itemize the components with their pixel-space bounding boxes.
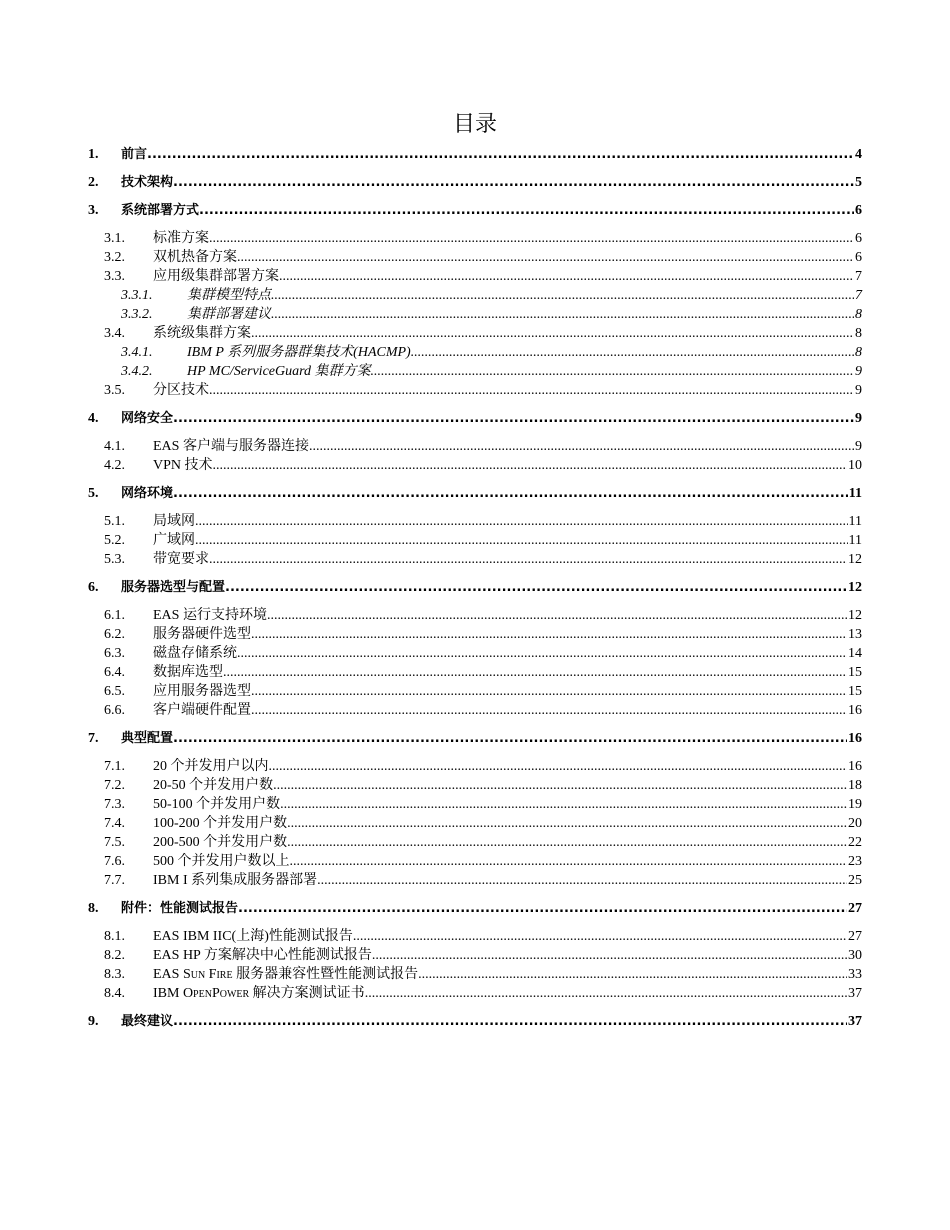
toc-entry-text[interactable]: EAS 运行支持环境 (153, 608, 267, 623)
toc-entry[interactable] (88, 682, 862, 701)
toc-entry[interactable] (88, 324, 862, 343)
toc-entry-text[interactable]: 服务器选型与配置 (121, 580, 226, 595)
toc-entry[interactable] (88, 286, 862, 305)
toc-entry-number: 3.4.1. (121, 345, 153, 360)
toc-entry[interactable] (88, 305, 862, 324)
toc-entry-number: 3.4. (104, 326, 125, 341)
dot-leader (269, 757, 848, 776)
toc-entry-page[interactable]: 16 (848, 759, 862, 774)
toc-entry-number: 3.3.1. (121, 288, 153, 303)
toc-entry-text[interactable]: 最终建议 (121, 1014, 174, 1029)
toc-entry-text[interactable]: IBM I 系列集成服务器部署 (153, 873, 318, 888)
toc-entry-text[interactable]: 系统部署方式 (121, 203, 200, 218)
dot-leader (273, 776, 847, 795)
dot-leader (371, 362, 854, 381)
dot-leader (411, 343, 854, 362)
toc-entry-page[interactable]: 7 (855, 269, 862, 284)
toc-entry-text[interactable]: 附件：性能测试报告 (121, 901, 239, 916)
toc-entry-page[interactable]: 6 (855, 203, 862, 218)
toc-entry[interactable] (88, 795, 862, 814)
toc-entry-page[interactable]: 15 (848, 665, 862, 680)
toc-entry[interactable] (88, 814, 862, 833)
toc-entry[interactable] (88, 201, 862, 220)
toc-entry-text[interactable]: 200-500 个并发用户数 (153, 835, 288, 850)
toc-entry-page[interactable]: 12 (848, 552, 862, 567)
toc-entry-text[interactable]: EAS 客户端与服务器连接 (153, 439, 309, 454)
toc-entry-text[interactable]: 典型配置 (121, 731, 174, 746)
toc-entry-page[interactable]: 11 (848, 514, 862, 529)
toc-entry[interactable] (88, 409, 862, 428)
toc-entry-text[interactable]: 集群部署建议 (187, 307, 271, 322)
toc-entry-number: 7.1. (104, 759, 125, 774)
toc-entry-text[interactable]: VPN 技术 (153, 458, 213, 473)
toc-entry-page[interactable]: 8 (855, 326, 862, 341)
dot-leader (173, 409, 854, 428)
toc-entry-number: 6.1. (104, 608, 125, 623)
toc-entry-number: 3.3.2. (121, 307, 153, 322)
toc-entry[interactable] (88, 729, 862, 748)
toc-entry-number: 6. (88, 580, 99, 595)
toc-entry[interactable] (88, 644, 862, 663)
toc-entry[interactable] (88, 965, 862, 984)
dot-leader (267, 606, 847, 625)
dot-leader (195, 531, 848, 550)
toc-entry-text[interactable]: 网络安全 (121, 411, 174, 426)
toc-entry-text[interactable]: EAS IBM IIC(上海)性能测试报告 (153, 929, 353, 944)
toc-entry-page[interactable]: 18 (848, 778, 862, 793)
dot-leader (209, 381, 854, 400)
toc-entry[interactable] (88, 625, 862, 644)
toc-entry-page[interactable]: 27 (848, 929, 862, 944)
toc-entry-text[interactable]: 双机热备方案 (153, 250, 237, 265)
toc-entry[interactable] (88, 776, 862, 795)
dot-leader (317, 871, 847, 890)
toc-entry-page[interactable]: 9 (855, 411, 862, 426)
toc-entry-number: 6.4. (104, 665, 125, 680)
toc-entry-text[interactable]: 20 个并发用户以内 (153, 759, 269, 774)
dot-leader (238, 899, 847, 918)
toc-entry-number: 3.3. (104, 269, 125, 284)
toc-entry-page[interactable]: 20 (848, 816, 862, 831)
toc-entry-number: 7.6. (104, 854, 125, 869)
dot-leader (237, 644, 847, 663)
toc-entry-text[interactable]: 数据库选型 (153, 665, 223, 680)
toc-entry-page[interactable]: 19 (848, 797, 862, 812)
toc-entry-number: 8.2. (104, 948, 125, 963)
toc-title: 目录 (452, 111, 497, 136)
toc-entry-number: 8.4. (104, 986, 125, 1001)
toc-entry-text[interactable]: 集群模型特点 (187, 288, 271, 303)
toc-entry-page[interactable]: 9 (855, 364, 862, 379)
toc-entry-number: 4. (88, 411, 99, 426)
toc-entry[interactable] (88, 362, 862, 381)
toc-entry-text[interactable]: 客户端硬件配置 (153, 703, 251, 718)
toc-entry[interactable] (88, 531, 862, 550)
toc-entry[interactable] (88, 145, 862, 164)
toc-entry-number: 3.5. (104, 383, 125, 398)
toc-entry[interactable] (88, 381, 862, 400)
toc-entry-number: 4.2. (104, 458, 125, 473)
toc-entry[interactable] (88, 701, 862, 720)
toc-entry-page[interactable]: 5 (855, 175, 862, 190)
toc-entry-number: 6.2. (104, 627, 125, 642)
toc-entry-number: 8.3. (104, 967, 125, 982)
dot-leader (251, 324, 854, 343)
dot-leader (418, 965, 847, 984)
toc-entry-page[interactable]: 25 (848, 873, 862, 888)
toc-entry-number: 7.3. (104, 797, 125, 812)
toc-entry-text[interactable]: 应用服务器选型 (153, 684, 251, 699)
toc-entry-text[interactable]: 100-200 个并发用户数 (153, 816, 288, 831)
dot-leader (279, 267, 854, 286)
toc-entry-number: 8.1. (104, 929, 125, 944)
toc-entry-number: 7. (88, 731, 99, 746)
toc-entry[interactable] (88, 606, 862, 625)
toc-entry[interactable] (88, 550, 862, 569)
toc-entry[interactable] (88, 484, 862, 503)
toc-entry-page[interactable]: 8 (855, 307, 862, 322)
dot-leader (147, 145, 854, 164)
dot-leader (223, 663, 847, 682)
dot-leader (251, 625, 847, 644)
toc-entry-number: 9. (88, 1014, 99, 1029)
toc-entry-page[interactable]: 22 (848, 835, 862, 850)
toc-entry-text[interactable]: 500 个并发用户数以上 (153, 854, 290, 869)
toc-entry-text[interactable]: 应用级集群部署方案 (153, 269, 279, 284)
toc-entry[interactable] (88, 946, 862, 965)
toc-entry-text[interactable]: 带宽要求 (153, 552, 209, 567)
dot-leader (290, 852, 848, 871)
toc-entry-text[interactable]: 磁盘存储系统 (153, 646, 237, 661)
toc-entry-page[interactable]: 37 (848, 986, 862, 1001)
toc-entry[interactable] (88, 437, 862, 456)
toc-entry-number: 6.6. (104, 703, 125, 718)
toc-entry[interactable] (88, 899, 862, 918)
dot-leader (225, 578, 847, 597)
toc-entry[interactable] (88, 833, 862, 852)
toc-entry-number: 5. (88, 486, 99, 501)
toc-entry-text[interactable]: 分区技术 (153, 383, 209, 398)
toc-entry[interactable] (88, 871, 862, 890)
toc-entry-number: 6.3. (104, 646, 125, 661)
toc-entry-text[interactable]: 20-50 个并发用户数 (153, 778, 274, 793)
toc-entry-text[interactable]: 服务器硬件选型 (153, 627, 251, 642)
toc-entry-number: 3.4.2. (121, 364, 153, 379)
toc-entry-page[interactable]: 27 (848, 901, 862, 916)
dot-leader (173, 729, 847, 748)
toc-entry-text[interactable]: IBM P 系列服务器群集技术(HACMP) (187, 345, 411, 360)
dot-leader (173, 484, 848, 503)
toc-entry-text[interactable]: HP MC/ServiceGuard 集群方案 (187, 364, 371, 379)
toc-entry-text[interactable]: 广域网 (153, 533, 195, 548)
toc-entry-number: 7.4. (104, 816, 125, 831)
toc-entry-page[interactable]: 10 (848, 458, 862, 473)
toc-entry-page[interactable]: 16 (848, 731, 862, 746)
toc-entry-text[interactable]: 网络环境 (121, 486, 174, 501)
toc-entry-text[interactable]: 局域网 (153, 514, 195, 529)
dot-leader (199, 201, 854, 220)
toc-entry-number: 7.2. (104, 778, 125, 793)
table-of-contents (88, 145, 862, 1031)
toc-entry-page[interactable]: 7 (855, 288, 862, 303)
dot-leader (365, 984, 847, 1003)
toc-entry-text[interactable]: 系统级集群方案 (153, 326, 251, 341)
dot-leader (372, 946, 847, 965)
toc-entry-text[interactable]: 技术架构 (121, 175, 174, 190)
toc-entry-text[interactable]: EAS Sun Fire 服务器兼容性暨性能测试报告 (153, 967, 419, 982)
toc-entry[interactable] (88, 512, 862, 531)
toc-entry-page[interactable]: 4 (855, 147, 862, 162)
dot-leader (287, 814, 847, 833)
dot-leader (251, 682, 847, 701)
toc-entry-text[interactable]: 50-100 个并发用户数 (153, 797, 281, 812)
dot-leader (195, 512, 848, 531)
dot-leader (173, 173, 854, 192)
toc-entry-number: 8. (88, 901, 99, 916)
toc-entry-number: 2. (88, 175, 99, 190)
toc-entry-number: 3.1. (104, 231, 125, 246)
toc-entry-text[interactable]: IBM OpenPower 解决方案测试证书 (153, 986, 365, 1001)
dot-leader (209, 229, 854, 248)
dot-leader (251, 701, 847, 720)
toc-entry-page[interactable]: 11 (848, 533, 862, 548)
toc-entry-text[interactable]: 前言 (121, 147, 148, 162)
toc-entry-page[interactable]: 13 (848, 627, 862, 642)
toc-entry-page[interactable]: 30 (848, 948, 862, 963)
toc-entry[interactable] (88, 1012, 862, 1031)
dot-leader (353, 927, 847, 946)
toc-entry[interactable] (88, 927, 862, 946)
toc-entry[interactable] (88, 248, 862, 267)
toc-entry[interactable] (88, 267, 862, 286)
toc-entry-page[interactable]: 11 (848, 486, 862, 501)
toc-entry-page[interactable]: 12 (848, 580, 862, 595)
dot-leader (173, 1012, 847, 1031)
toc-entry[interactable] (88, 578, 862, 597)
toc-entry-page[interactable]: 14 (848, 646, 862, 661)
toc-entry[interactable] (88, 229, 862, 248)
toc-entry[interactable] (88, 984, 862, 1003)
toc-entry-page[interactable]: 6 (855, 231, 862, 246)
dot-leader (280, 795, 847, 814)
toc-entry-page[interactable]: 8 (855, 345, 862, 360)
dot-leader (213, 456, 847, 475)
toc-entry-page[interactable]: 15 (848, 684, 862, 699)
dot-leader (271, 286, 854, 305)
toc-entry-number: 3.2. (104, 250, 125, 265)
toc-entry-page[interactable]: 12 (848, 608, 862, 623)
toc-entry-page[interactable]: 37 (848, 1014, 862, 1029)
dot-leader (237, 248, 854, 267)
toc-entry[interactable] (88, 757, 862, 776)
toc-entry[interactable] (88, 343, 862, 362)
toc-entry-page[interactable]: 16 (848, 703, 862, 718)
toc-entry-number: 6.5. (104, 684, 125, 699)
toc-entry-page[interactable]: 9 (855, 439, 862, 454)
toc-entry-page[interactable]: 23 (848, 854, 862, 869)
toc-entry[interactable] (88, 456, 862, 475)
toc-entry-text[interactable]: 标准方案 (153, 231, 209, 246)
toc-entry-number: 7.5. (104, 835, 125, 850)
toc-entry-page[interactable]: 9 (855, 383, 862, 398)
toc-entry-page[interactable]: 6 (855, 250, 862, 265)
toc-entry-number: 5.3. (104, 552, 125, 567)
dot-leader (287, 833, 847, 852)
dot-leader (271, 305, 854, 324)
toc-entry-number: 5.2. (104, 533, 125, 548)
toc-entry-page[interactable]: 33 (848, 967, 862, 982)
toc-entry-number: 5.1. (104, 514, 125, 529)
toc-entry-number: 7.7. (104, 873, 125, 888)
toc-entry-number: 3. (88, 203, 99, 218)
dot-leader (209, 550, 847, 569)
toc-entry[interactable] (88, 663, 862, 682)
toc-entry-number: 1. (88, 147, 99, 162)
toc-entry[interactable] (88, 852, 862, 871)
toc-entry-number: 4.1. (104, 439, 125, 454)
dot-leader (309, 437, 854, 456)
toc-entry[interactable] (88, 173, 862, 192)
toc-entry-text[interactable]: EAS HP 方案解决中心性能测试报告 (153, 948, 372, 963)
